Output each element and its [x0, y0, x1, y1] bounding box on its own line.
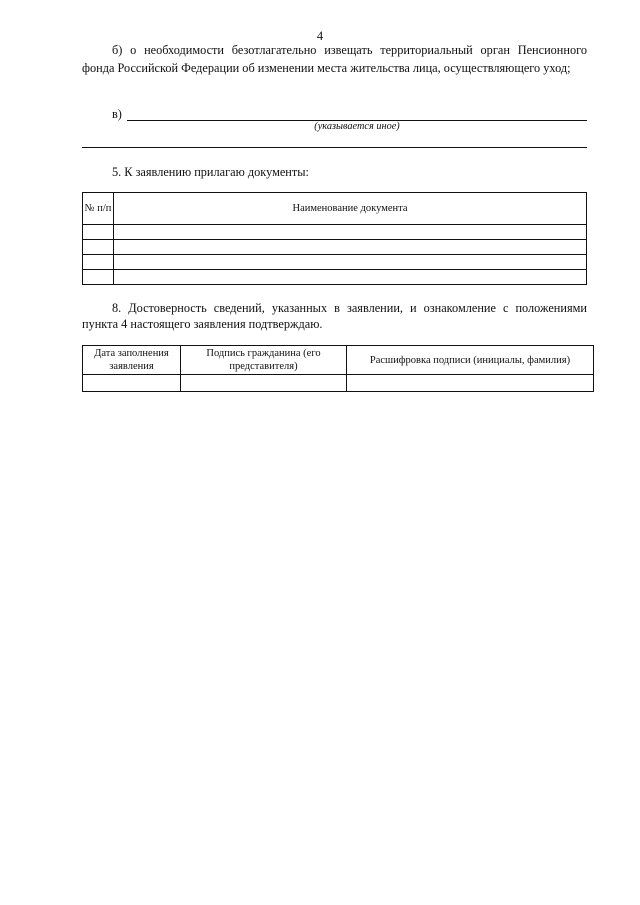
table-cell — [83, 375, 181, 392]
table-cell — [114, 255, 587, 270]
table-cell — [83, 240, 114, 255]
section-8-text: 8. Достоверность сведений, указанных в заявлении, и ознакомление с положениями пункта 4 настоящего заявления подтверждаю. — [82, 301, 587, 331]
paragraph-b: б) о необходимости безотлагательно извещать территориальный орган Пенсионного фонда Российской Федерации об изменении места жительства лица, осуществляющего уход; — [82, 43, 587, 75]
table-row — [83, 240, 587, 255]
signature-table-header — [83, 346, 594, 375]
signature-table — [82, 345, 594, 392]
table-cell — [181, 375, 347, 392]
col-document-name-header: Наименование документа — [114, 193, 587, 225]
col-date-header: Дата заполнения заявления — [83, 346, 181, 375]
table-row — [83, 225, 587, 240]
paragraph-v-prefix: в) — [112, 107, 122, 121]
table-cell — [83, 255, 114, 270]
table-cell — [347, 375, 594, 392]
section-5-heading: 5. К заявлению прилагаю документы: — [112, 165, 309, 179]
page-number: 4 — [316, 29, 324, 43]
documents-table — [82, 192, 587, 285]
table-cell — [114, 225, 587, 240]
col-signature-header: Подпись гражданина (его представителя) — [181, 346, 347, 375]
paragraph-v-caption: (указывается иное) — [314, 121, 400, 132]
table-row — [83, 270, 587, 285]
col-number-header: № п/п — [83, 193, 114, 225]
table-cell — [83, 270, 114, 285]
table-row — [83, 375, 594, 392]
table-cell — [114, 240, 587, 255]
table-cell — [83, 225, 114, 240]
col-decoding-header: Расшифровка подписи (инициалы, фамилия) — [347, 346, 594, 375]
table-row — [83, 255, 587, 270]
paragraph-v-second-blank-line — [82, 147, 587, 148]
documents-table-header — [83, 193, 587, 225]
table-cell — [114, 270, 587, 285]
